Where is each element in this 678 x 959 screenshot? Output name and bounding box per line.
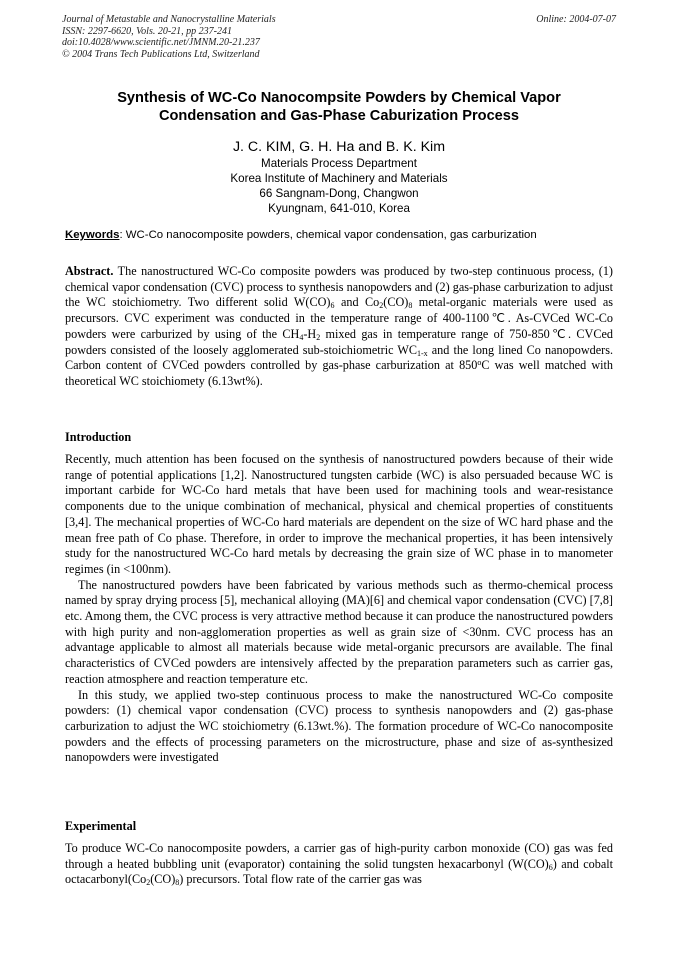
subscript: 6 — [548, 862, 553, 872]
affiliation — [60, 156, 618, 216]
journal-header — [62, 14, 616, 60]
journal-name: Journal of Metastable and Nanocrystalline Materials — [62, 14, 276, 25]
abstract-text: and the long lined Co nanopowders. Carbon content of CVCed powders controlled by gas-phase carburization at 850 — [65, 342, 614, 373]
keywords-text: WC-Co nanocomposite powders, chemical vapor condensation, gas carburization — [125, 229, 537, 241]
subscript: 2 — [379, 301, 384, 311]
doi-line: doi:10.4028/www.scientific.net/JMNM.20-21.237 — [62, 37, 260, 48]
copyright-line: © 2004 Trans Tech Publications Ltd, Switzerland — [62, 48, 260, 60]
abstract-text: mixed gas in temperature range of 750-850℃. CVCed powders consisted of the loosely agglomerated sub-stoichiometric WC — [65, 326, 613, 357]
subscript: 6 — [330, 301, 335, 311]
issn-line: ISSN: 2297-6620, Vols. 20-21, pp 237-241 — [62, 25, 232, 37]
introduction-paragraph-3: In this study, we applied two-step continuous process to make the nanostructured WC-Co composite powders: (1) chemical vapor condensation (CVC) process to synthesis nanopowders and (2) gas-phase carburization to adjust the WC stoichiometry (6.13wt.%). The formation procedure of WC-Co nanocomposite powders and the effects of processing parameters on the microstructure, phase and size of as-synthesized nanopowders were investigated — [65, 687, 613, 765]
abstract-text: (CO) — [383, 295, 409, 310]
subscript: 4 — [299, 332, 304, 342]
affiliation-line-2: Korea Institute of Machinery and Materials — [230, 172, 448, 185]
introduction-body — [65, 452, 613, 766]
title-line-2: Condensation and Gas-Phase Caburization Process — [158, 108, 520, 124]
abstract-text: The nanostructured WC-Co composite powders was produced by two-step continuous process, (1) chemical vapor condensation (CVC) process to synthesis nanopowders and (2) gas-phase carburization to adjust the WC stoichiometry. Two different solid W(CO) — [65, 264, 613, 310]
affiliation-line-4: Kyungnam, 641-010, Korea — [268, 202, 410, 215]
online-date: Online: 2004-07-07 — [536, 14, 616, 25]
experimental-body — [65, 841, 613, 888]
experimental-text: ) and cobalt octacarbonyl(Co — [65, 856, 614, 887]
abstract-text: metal-organic materials were used as precursors. CVC experiment was conducted in the temperature range of 400-1100℃. As-CVCed WC-Co powders were carburized by using of the CH — [65, 295, 614, 341]
keywords-colon: : — [119, 229, 126, 241]
subscript: 8 — [408, 301, 413, 311]
superscript: o — [477, 358, 482, 368]
introduction-heading: Introduction — [65, 430, 132, 444]
subscript: 8 — [175, 878, 180, 888]
abstract-text: and Co — [334, 295, 380, 310]
subscript: 2 — [316, 332, 321, 342]
experimental-text: ) precursors. Total flow rate of the carrier gas was — [179, 872, 422, 887]
subscript: 1-x — [417, 348, 428, 358]
experimental-text: To produce WC-Co nanocomposite powders, a carrier gas of high-purity carbon monoxide (CO) gas was fed through a heated bubbling unit (evaporator) containing the solid tungsten hexacarbonyl (W(CO) — [65, 841, 613, 871]
abstract-text: -H — [303, 326, 317, 341]
affiliation-line-3: 66 Sangnam-Dong, Changwon — [259, 187, 419, 200]
author-list: J. C. KIM, G. H. Ha and B. K. Kim — [232, 139, 446, 155]
abstract-label: Abstract. — [65, 264, 114, 278]
keywords-label: Keywords — [65, 229, 120, 241]
title-line-1: Synthesis of WC-Co Nanocompsite Powders by Chemical Vapor — [117, 90, 561, 106]
introduction-paragraph-2: The nanostructured powders have been fabricated by various methods such as thermo-chemical process named by spray drying process [5], mechanical alloying (MA)[6] and chemical vapor condensation (CVC) [7,8] etc. Among them, the CVC process is very attractive method because it can produce the nanostructured powders with high purity and non-agglomeration properties as well as grain size of <30nm. CVC process has an advantage applicable to almost all materials because wide metal-organic precursors are available. The final characteristics of CVCed powders are intensively affected by the preparation parameters such as carrier gas, reaction atmosphere and reaction temperature etc. — [65, 577, 613, 686]
paper-title — [60, 89, 618, 125]
abstract — [65, 264, 613, 390]
experimental-text: (CO) — [150, 872, 176, 887]
subscript: 2 — [146, 878, 151, 888]
introduction-paragraph-1: Recently, much attention has been focused on the synthesis of nanostructured powders because of their wide range of potential applications [1,2]. Nanostructured tungsten carbide (WC) is also persuaded because WC is important carbide for WC-Co hard metals that have been used for machining tools and wear-resistance components due to the unique combination of mechanical, physical and chemical properties of constituents [3,4]. The mechanical properties of WC-Co hard materials are dependent on the size of WC hard phase and the mean free path of Co phase. Therefore, in order to improve the mechanical properties, it has been intensively study for the nanostructured WC-Co hard metals by decreasing the grain size of WC phase in to manometer regimes (in <100nm). — [65, 452, 613, 576]
experimental-heading: Experimental — [65, 819, 137, 833]
affiliation-line-1: Materials Process Department — [261, 157, 417, 170]
keywords — [65, 228, 618, 243]
abstract-text: C was well matched with theoretical WC stoichiomety (6.13wt%). — [65, 358, 614, 388]
